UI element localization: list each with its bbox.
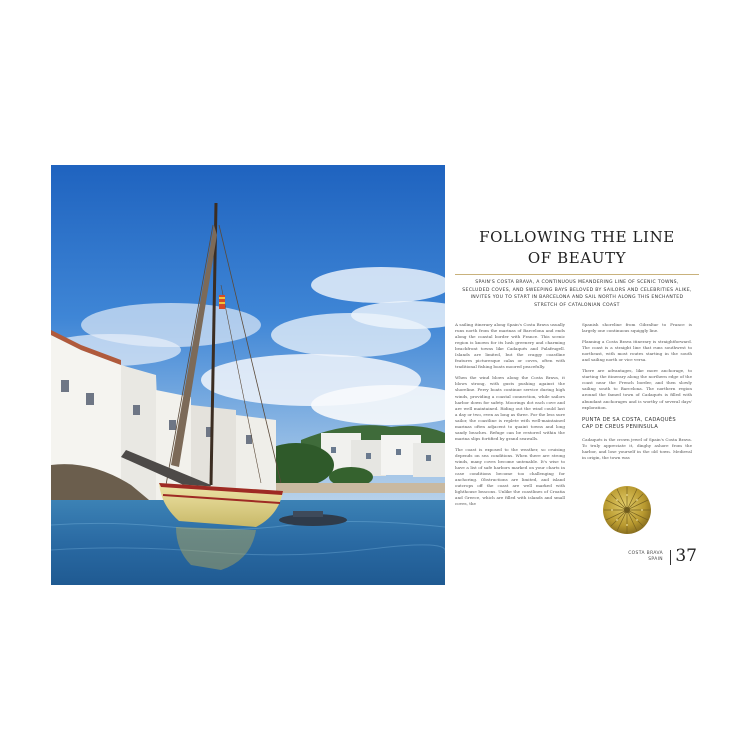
section-subhead xyxy=(582,417,692,431)
subhead-line-2: CAP DE CREUS PENINSULA xyxy=(582,423,659,430)
body-paragraph: Planning a Costa Brava itinerary is straightforward. The coast is a straight line that runs southwest to northeast, with most routes starting in the south and sailing north or vice versa. xyxy=(582,339,692,363)
folio-country: SPAIN xyxy=(648,557,663,562)
subhead-line-1: PUNTA DE SA COSTA, CADAQUÉS xyxy=(582,416,676,423)
page-folio xyxy=(575,545,699,575)
article-title xyxy=(455,227,699,269)
article-deck: SPAIN'S COSTA BRAVA, A CONTINUOUS MEANDERING LINE OF SCENIC TOWNS, SECLUDED COVES, AND SWEEPING BAYS BELOVED BY SAILORS AND CELEBRITIES ALIKE, INVITES YOU TO START IN BARCELONA AND SAIL NORTH ALONG THIS ENCHANTED STRETCH OF CATALONIAN COAST xyxy=(462,280,692,308)
article-title-line-2: OF BEAUTY xyxy=(527,249,627,267)
folio-section: COSTA BRAVA xyxy=(628,551,663,556)
body-column-1 xyxy=(455,322,565,512)
article-title-line-1: FOLLOWING THE LINE xyxy=(479,228,675,246)
folio-label xyxy=(628,551,663,563)
body-paragraph: Spanish shoreline from Gibraltar to France is largely one continuous squiggly line. xyxy=(582,322,692,334)
body-paragraph: Cadaqués is the crown jewel of Spain's Costa Brava. To truly appreciate it, dinghy ashore from the harbor, and lose yourself in the old town. Medieval in origin, the town was xyxy=(582,436,692,460)
body-paragraph: When the wind blows along the Costa Brava, it blows strong, with gusts pushing against the shoreline. Ferry boats continue service during high winds, providing a coastal connection, while sailors harbor down for safety. Moorings dot each cove and are well maintained. Riding out the wind could last a day or two, even as long as three. For the less sure sailor, the coastline is replete with well-maintained marinas often adjacent to quaint towns and long sandy beaches. Refuge can be restored within the marina slips fortified by grand seawalls. xyxy=(455,375,565,441)
sailboat-harbor-photo xyxy=(51,165,445,585)
body-paragraph: There are advantages, like more anchorage, to starting the itinerary along the northern edge of the coast near the French border, and then slowly sailing south to Barcelona. The northern region around the famed town of Cadaqués is filled with abundant anchorages and is worthy of several days' exploration. xyxy=(582,368,692,410)
folio-divider xyxy=(670,550,671,565)
gold-divider-rule xyxy=(455,274,699,275)
sea-urchin-icon xyxy=(597,480,657,540)
body-paragraph: A sailing itinerary along Spain's Costa Brava usually runs north from the marinas of Barcelona and ends along the coastal border with France. This scenic region is known for its lush greenery and charming beachfront towns like Cadaqués and Palafrugell. Islands are limited, but the craggy coastline features picturesque calas or coves, often with traditional fishing boats moored peacefully. xyxy=(455,322,565,370)
body-paragraph: The coast is exposed to the weather, so cruising depends on sea conditions. When there are strong winds, many coves become untenable. It's wise to have a list of safe harbors marked on your charts in case conditions become too challenging for anchoring. Obstructions are limited, and island outcrops off the coast are well marked with lighthouse beacons. Unlike the coastlines of Croatia and Greece, which are filled with islands and small coves, the xyxy=(455,446,565,507)
article-page xyxy=(455,165,699,585)
page-number: 37 xyxy=(675,546,697,566)
body-column-2 xyxy=(582,322,692,466)
